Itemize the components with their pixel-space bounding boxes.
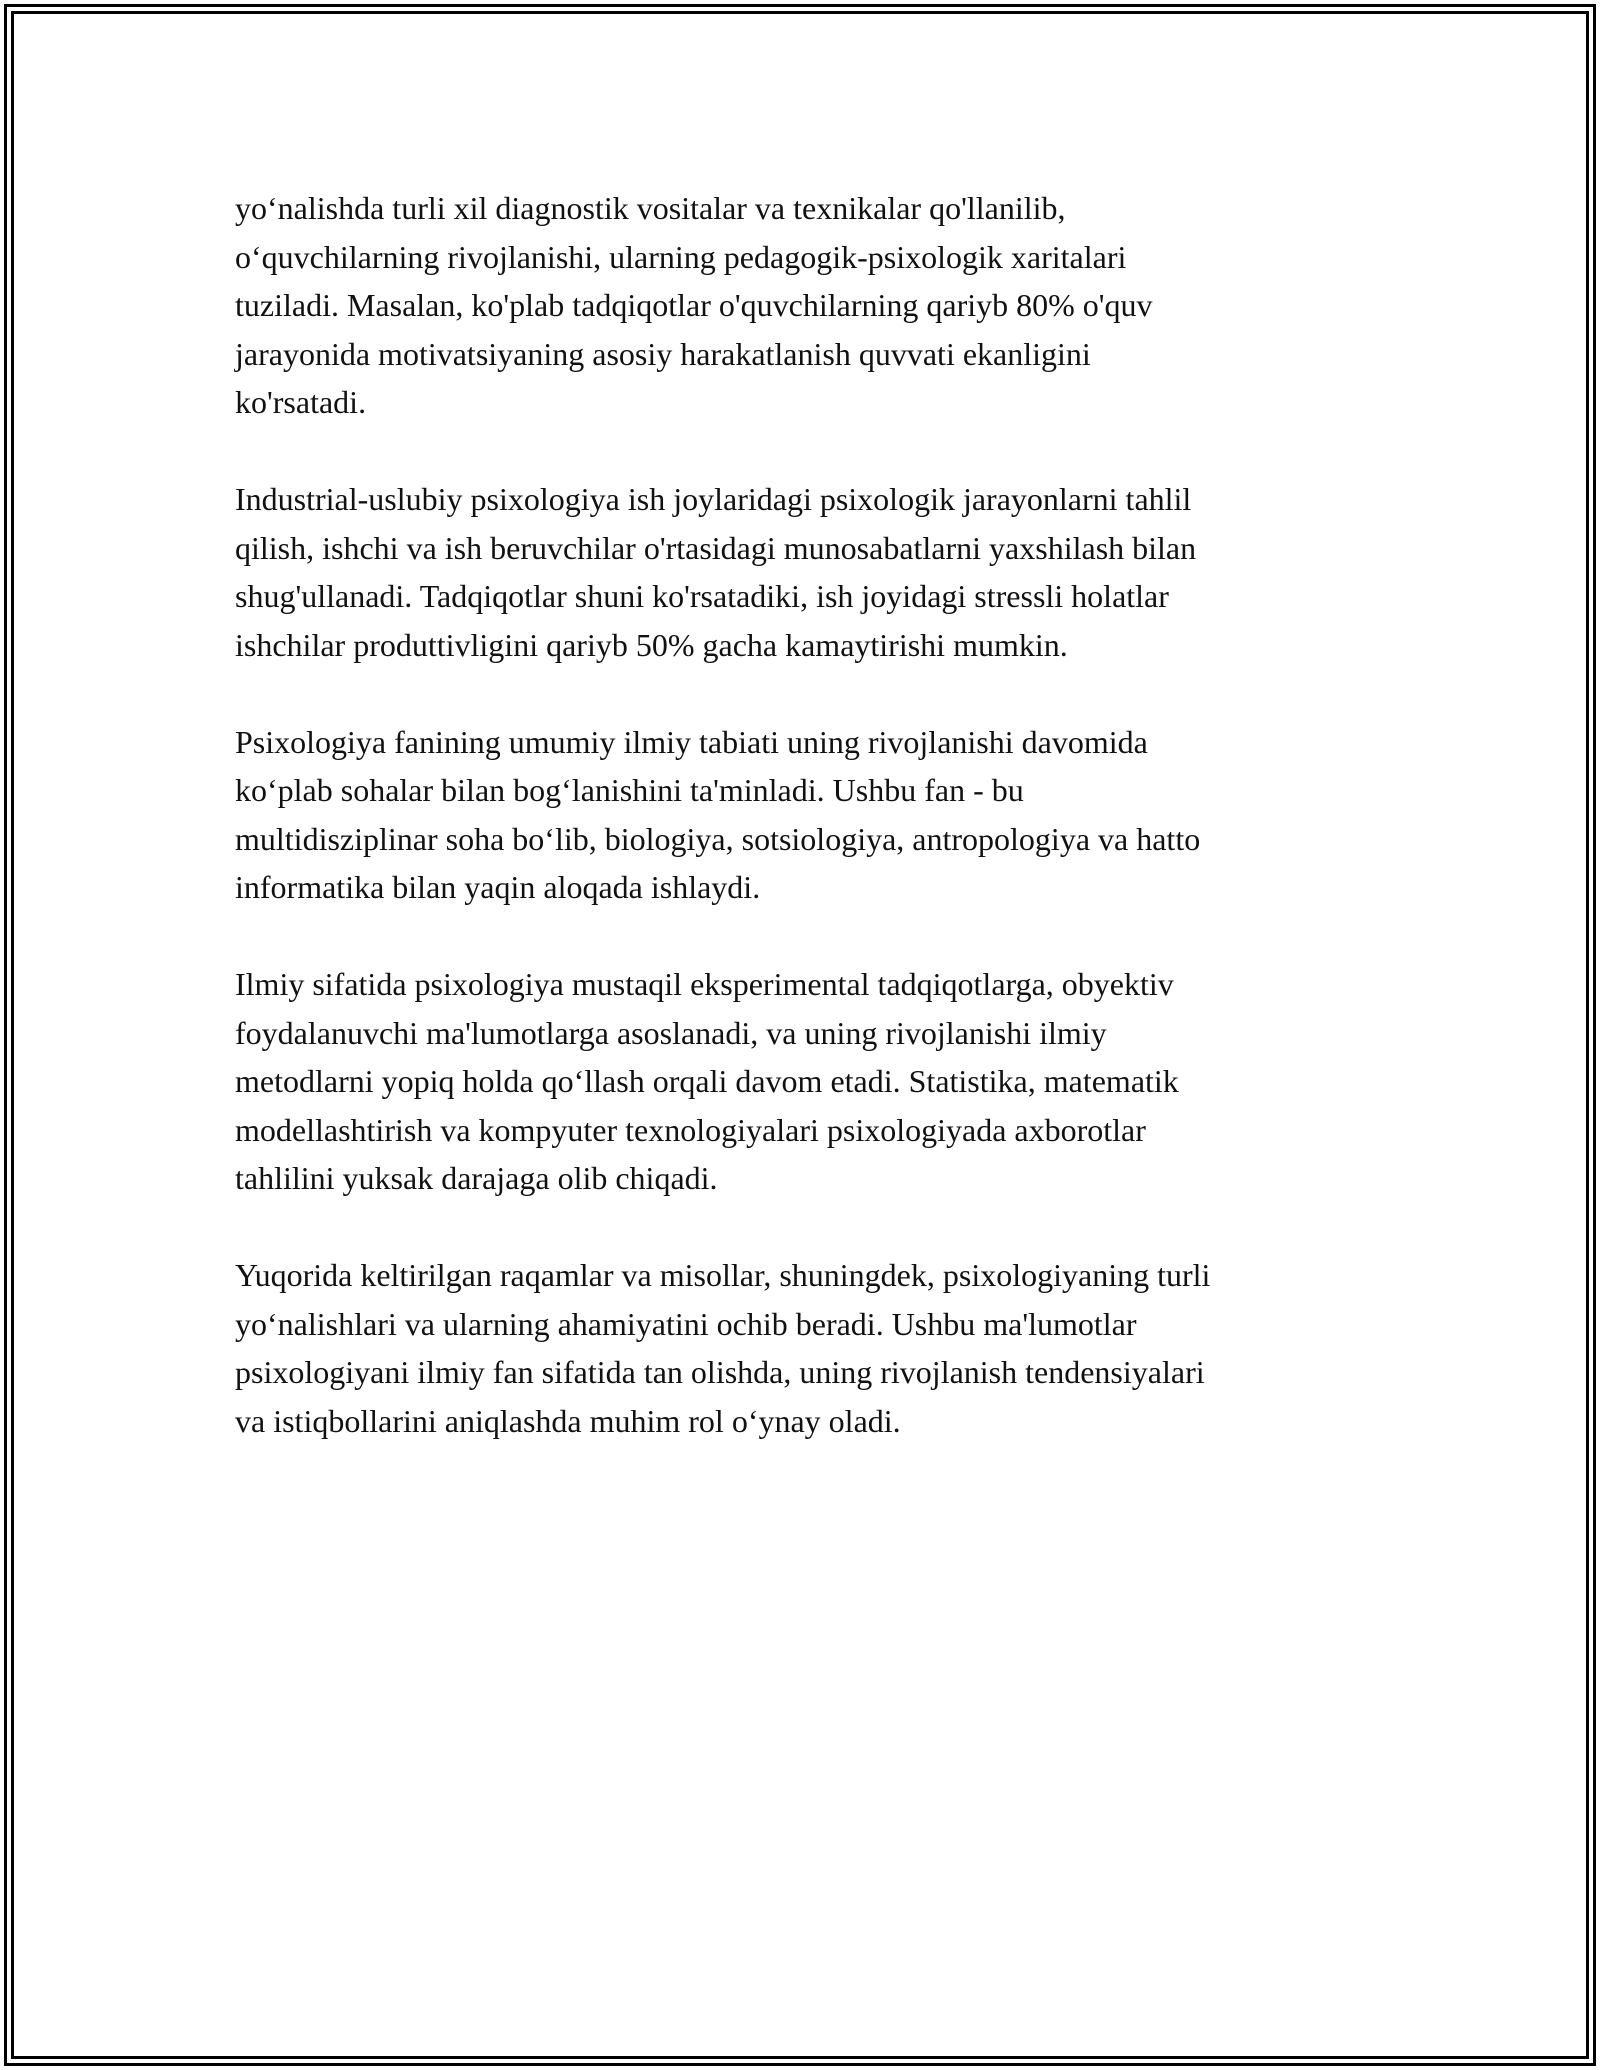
paragraph-1 xyxy=(235,184,1395,427)
text-line: informatika bilan yaqin aloqada ishlaydi. xyxy=(235,869,761,905)
text-line: tuziladi. Masalan, ko'plab tadqiqotlar o'quvchilarning qariyb 80% o'quv xyxy=(235,287,1153,323)
paragraph-2 xyxy=(235,475,1395,669)
text-line: qilish, ishchi va ish beruvchilar o'rtasidagi munosabatlarni yaxshilash bilan xyxy=(235,529,1197,566)
paragraph-3 xyxy=(235,718,1395,912)
text-line: Yuqorida keltirilgan raqamlar va misollar, shuningdek, psixologiyaning turli xyxy=(235,1257,1211,1293)
text-line: multidisziplinar soha bo‘lib, biologiya, sotsiologiya, antropologiya va hatto xyxy=(235,820,1201,857)
text-line: metodlarni yopiq holda qo‘llash orqali davom etadi. Statistika, matematik xyxy=(235,1063,1179,1099)
paragraph-5 xyxy=(235,1251,1395,1445)
text-line: tahlilini yuksak darajaga olib chiqadi. xyxy=(235,1160,718,1196)
text-line: ko‘plab sohalar bilan bog‘lanishini ta'minladi. Ushbu fan - bu xyxy=(235,772,1024,808)
text-line: ishchilar produttivligini qariyb 50% gacha kamaytirishi mumkin. xyxy=(235,626,1068,663)
text-line: yo‘nalishlari va ularning ahamiyatini ochib beradi. Ushbu ma'lumotlar xyxy=(235,1305,1137,1342)
text-line: o‘quvchilarning rivojlanishi, ularning pedagogik-psixologik xaritalari xyxy=(235,238,1127,275)
document-body xyxy=(235,184,1395,1494)
text-line: modellashtirish va kompyuter texnologiyalari psixologiyada axborotlar xyxy=(235,1111,1146,1148)
text-line: Psixologiya fanining umumiy ilmiy tabiati uning rivojlanishi davomida xyxy=(235,723,1148,760)
text-line: Ilmiy sifatida psixologiya mustaqil eksperimental tadqiqotlarga, obyektiv xyxy=(235,966,1174,1002)
text-line: psixologiyani ilmiy fan sifatida tan olishda, uning rivojlanish tendensiyalari xyxy=(235,1354,1205,1390)
text-line: foydalanuvchi ma'lumotlarga asoslanadi, va uning rivojlanishi ilmiy xyxy=(235,1014,1107,1051)
text-line: jarayonida motivatsiyaning asosiy harakatlanish quvvati ekanligini xyxy=(235,335,1091,372)
paragraph-4 xyxy=(235,960,1395,1203)
text-line: Industrial-uslubiy psixologiya ish joylaridagi psixologik jarayonlarni tahlil xyxy=(235,481,1192,517)
text-line: yo‘nalishda turli xil diagnostik vositalar va texnikalar qo'llanilib, xyxy=(235,190,1066,226)
text-line: va istiqbollarini aniqlashda muhim rol o‘ynay oladi. xyxy=(235,1402,901,1439)
text-line: ko'rsatadi. xyxy=(235,384,367,420)
text-line: shug'ullanadi. Tadqiqotlar shuni ko'rsatadiki, ish joyidagi stressli holatlar xyxy=(235,578,1169,614)
